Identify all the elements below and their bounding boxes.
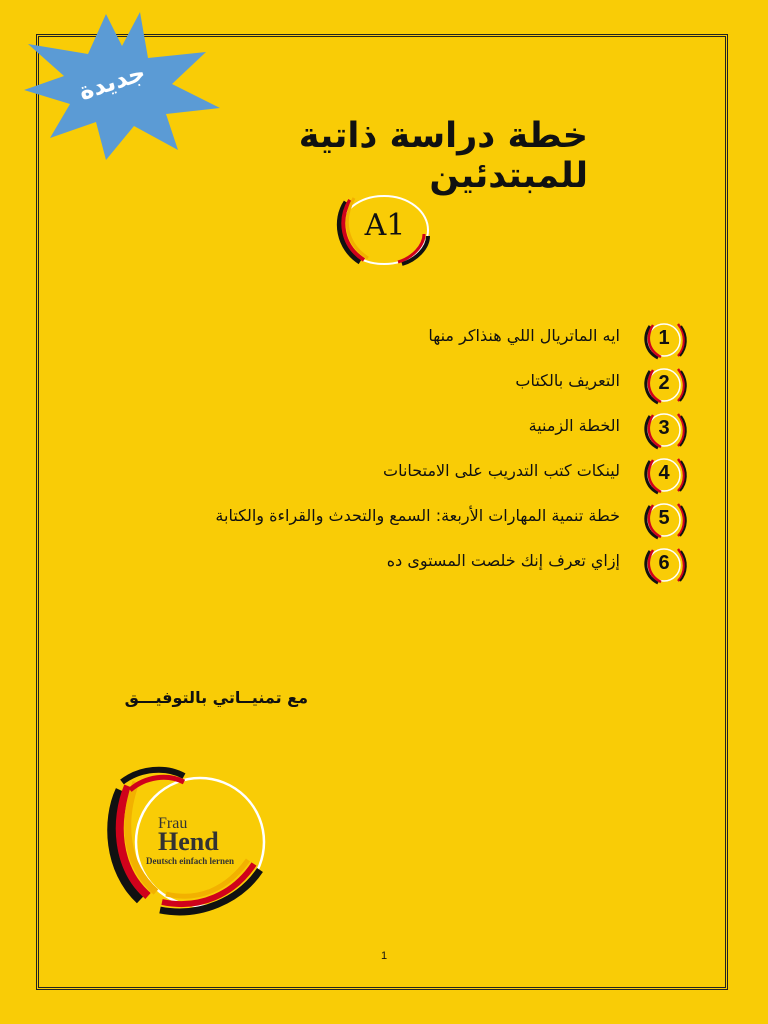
logo-line2: Hend xyxy=(158,827,219,856)
number-badge xyxy=(640,410,688,450)
level-label: A1 xyxy=(364,208,406,243)
list-item xyxy=(90,408,730,453)
item-number: 2 xyxy=(658,372,670,394)
new-badge-label: جديدة xyxy=(75,58,149,106)
list-item xyxy=(90,363,730,408)
item-number: 4 xyxy=(658,462,670,484)
closing-text: مع تمنيــاتي بالتوفيـــق xyxy=(124,688,308,707)
brand-logo xyxy=(100,760,280,920)
number-badge xyxy=(640,545,688,585)
item-text: ايه الماتريال اللي هنذاكر منها xyxy=(428,326,620,345)
item-number: 3 xyxy=(658,417,670,439)
list-item xyxy=(90,318,730,363)
page-number: 1 xyxy=(380,950,388,962)
number-badge xyxy=(640,320,688,360)
item-number: 5 xyxy=(658,507,670,529)
page-title: خطة دراسة ذاتية للمبتدئين xyxy=(298,116,588,196)
list-item xyxy=(90,498,730,543)
list-item xyxy=(90,543,730,588)
item-text: إزاي تعرف إنك خلصت المستوى ده xyxy=(386,551,620,570)
number-badge xyxy=(640,500,688,540)
list-item xyxy=(90,453,730,498)
number-badge xyxy=(640,365,688,405)
item-text: خطة تنمية المهارات الأربعة: السمع والتحدث والقراءة والكتابة xyxy=(215,506,620,525)
item-number: 1 xyxy=(658,327,670,349)
plan-list xyxy=(90,318,730,588)
item-text: التعريف بالكتاب xyxy=(515,371,620,390)
item-text: الخطة الزمنية xyxy=(528,416,620,435)
frau-hend-logo-icon xyxy=(100,760,280,920)
number-badge xyxy=(640,455,688,495)
item-number: 6 xyxy=(658,552,670,574)
logo-tagline: Deutsch einfach lernen xyxy=(146,856,234,866)
logo-line1: Frau xyxy=(158,815,188,832)
item-text: لينكات كتب التدريب على الامتحانات xyxy=(383,461,620,480)
